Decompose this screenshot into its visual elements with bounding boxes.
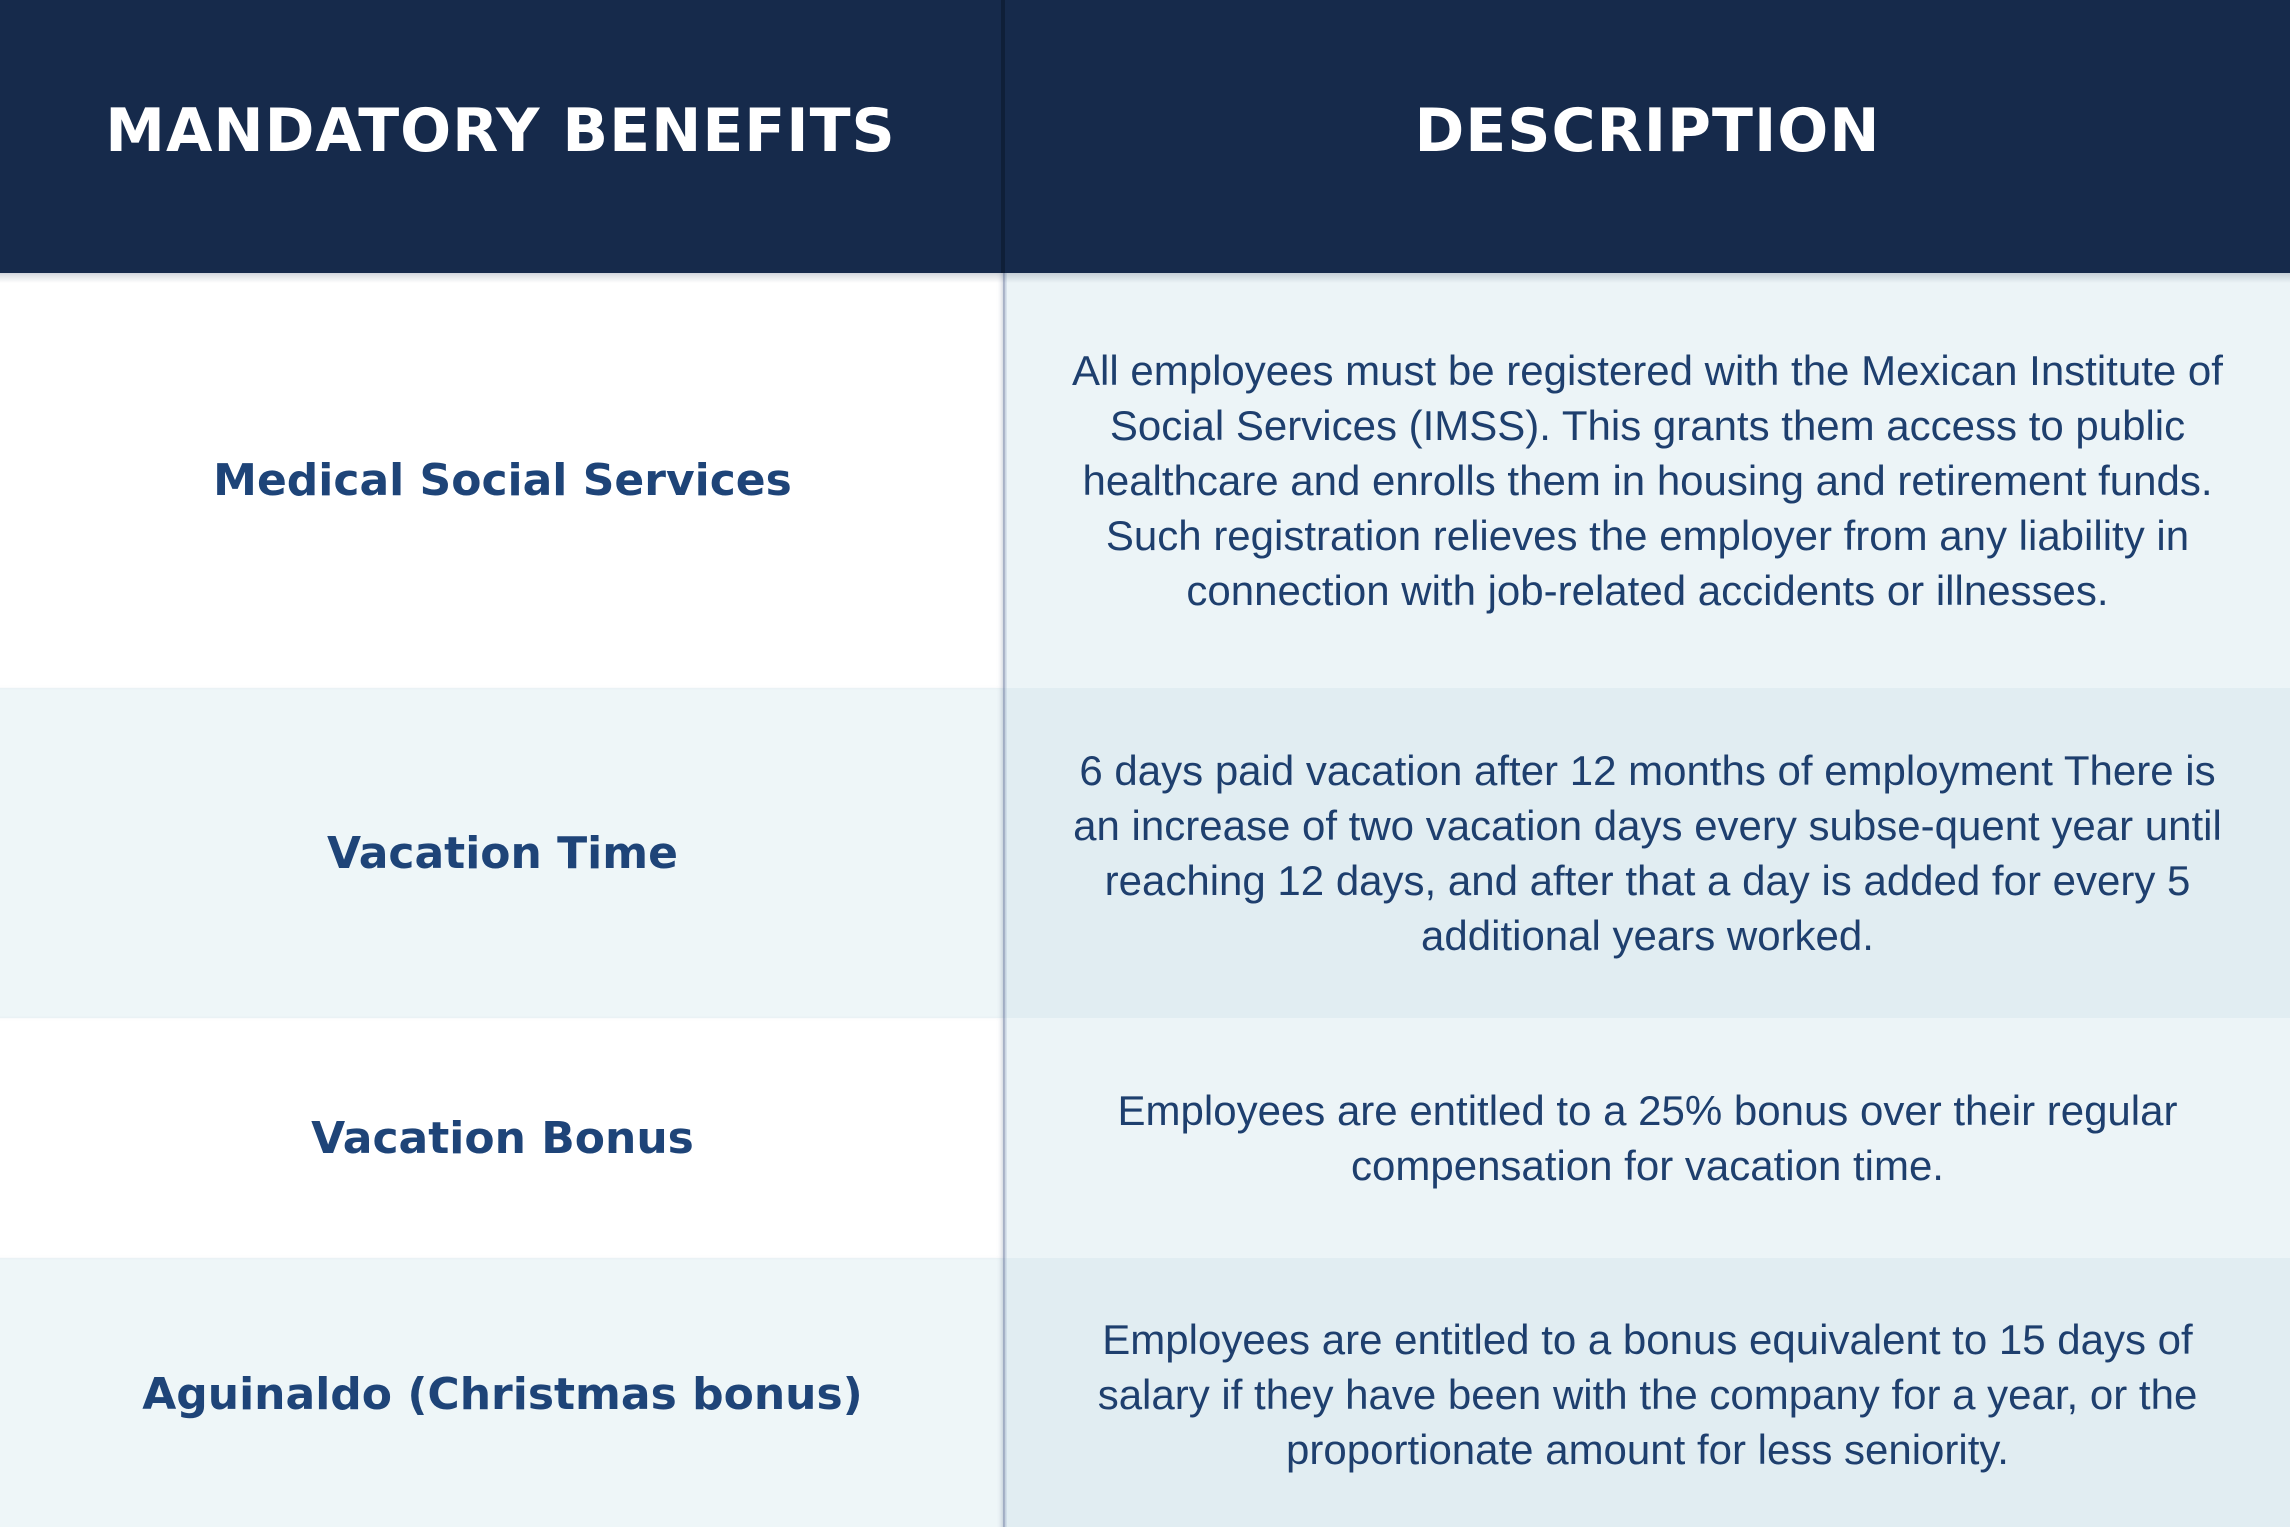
description-vacation-bonus: Employees are entitled to a 25% bonus over their regular compensation for vacation time. <box>1005 1018 2290 1258</box>
header-mandatory-benefits: MANDATORY BENEFITS <box>0 0 1005 273</box>
description-vacation-time: 6 days paid vacation after 12 months of employment There is an increase of two vacation days every subse-quent year until reaching 12 days, and after that a day is added for every 5 additional years worked. <box>1005 688 2290 1018</box>
bottom-edge <box>0 1527 2290 1531</box>
benefit-medical-social-services: Medical Social Services <box>0 273 1005 688</box>
column-divider <box>1003 273 1007 1531</box>
description-aguinaldo: Employees are entitled to a bonus equivalent to 15 days of salary if they have been with the company for a year, or the proportionate amount for less seniority. <box>1005 1258 2290 1531</box>
header-description: DESCRIPTION <box>1005 0 2290 273</box>
benefit-vacation-time: Vacation Time <box>0 688 1005 1018</box>
description-medical-social-services: All employees must be registered with the Mexican Institute of Social Services (IMSS). This grants them access to public healthcare and enrolls them in housing and retirement funds. Such registration relieves the employer from any liability in connection with job-related accidents or illnesses. <box>1005 273 2290 688</box>
benefit-vacation-bonus: Vacation Bonus <box>0 1018 1005 1258</box>
header-shadow <box>0 273 2290 283</box>
benefit-aguinaldo: Aguinaldo (Christmas bonus) <box>0 1258 1005 1531</box>
